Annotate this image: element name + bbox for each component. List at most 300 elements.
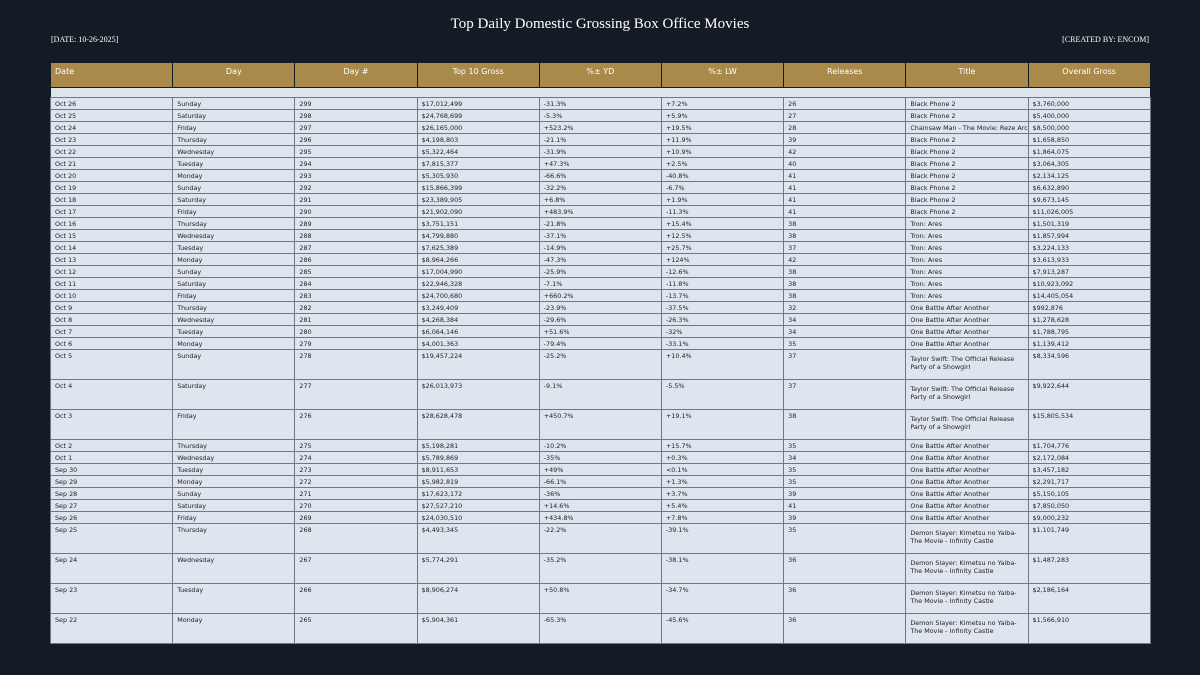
change-lw-cell: <0.1% bbox=[661, 464, 783, 476]
change-yd-cell: -10.2% bbox=[539, 440, 661, 452]
overall-gross-cell: $8,500,000 bbox=[1028, 122, 1150, 134]
releases-cell: 38 bbox=[784, 218, 906, 230]
day-cell: Monday bbox=[173, 170, 295, 182]
top10-gross-cell: $4,001,363 bbox=[417, 338, 539, 350]
day-number-cell: 280 bbox=[295, 326, 417, 338]
top10-gross-cell: $22,946,328 bbox=[417, 278, 539, 290]
date-cell: Oct 20 bbox=[51, 170, 173, 182]
table-row bbox=[51, 206, 1151, 218]
table-row bbox=[51, 338, 1151, 350]
change-yd-cell: -21.1% bbox=[539, 134, 661, 146]
overall-gross-cell: $7,913,287 bbox=[1028, 266, 1150, 278]
date-cell: Oct 11 bbox=[51, 278, 173, 290]
day-number-cell: 288 bbox=[295, 230, 417, 242]
title-cell: Taylor Swift: The Official Release Party of a Showgirl bbox=[906, 350, 1028, 380]
day-number-cell: 293 bbox=[295, 170, 417, 182]
releases-cell: 37 bbox=[784, 242, 906, 254]
table-row bbox=[51, 554, 1151, 584]
day-cell: Friday bbox=[173, 206, 295, 218]
day-cell: Sunday bbox=[173, 350, 295, 380]
date-cell: Oct 8 bbox=[51, 314, 173, 326]
day-cell: Thursday bbox=[173, 440, 295, 452]
day-cell: Sunday bbox=[173, 266, 295, 278]
change-lw-cell: -37.5% bbox=[661, 302, 783, 314]
change-yd-cell: -22.2% bbox=[539, 524, 661, 554]
day-cell: Saturday bbox=[173, 278, 295, 290]
table-row bbox=[51, 584, 1151, 614]
table-row bbox=[51, 110, 1151, 122]
change-yd-cell: -25.2% bbox=[539, 350, 661, 380]
table-row bbox=[51, 230, 1151, 242]
top10-gross-cell: $8,964,266 bbox=[417, 254, 539, 266]
change-lw-cell: +2.5% bbox=[661, 158, 783, 170]
table-row bbox=[51, 500, 1151, 512]
releases-cell: 40 bbox=[784, 158, 906, 170]
releases-cell: 41 bbox=[784, 500, 906, 512]
overall-gross-cell: $1,788,795 bbox=[1028, 326, 1150, 338]
table-row bbox=[51, 146, 1151, 158]
overall-gross-cell: $3,760,000 bbox=[1028, 98, 1150, 110]
day-number-cell: 275 bbox=[295, 440, 417, 452]
day-cell: Thursday bbox=[173, 302, 295, 314]
releases-cell: 34 bbox=[784, 326, 906, 338]
table-row bbox=[51, 326, 1151, 338]
created-by-label: [CREATED BY: ENCOM] bbox=[1062, 35, 1149, 44]
day-cell: Sunday bbox=[173, 488, 295, 500]
releases-cell: 34 bbox=[784, 452, 906, 464]
top10-gross-cell: $26,165,000 bbox=[417, 122, 539, 134]
top10-gross-cell: $5,982,819 bbox=[417, 476, 539, 488]
change-yd-cell: -37.1% bbox=[539, 230, 661, 242]
change-yd-cell: -36% bbox=[539, 488, 661, 500]
day-number-cell: 291 bbox=[295, 194, 417, 206]
table-row bbox=[51, 350, 1151, 380]
overall-gross-cell: $8,334,596 bbox=[1028, 350, 1150, 380]
title-cell: Taylor Swift: The Official Release Party of a Showgirl bbox=[906, 380, 1028, 410]
releases-cell: 26 bbox=[784, 98, 906, 110]
change-lw-cell: -12.6% bbox=[661, 266, 783, 278]
box-office-table-container[interactable] bbox=[50, 62, 1150, 635]
top10-gross-cell: $21,902,090 bbox=[417, 206, 539, 218]
releases-cell: 35 bbox=[784, 476, 906, 488]
date-cell: Oct 7 bbox=[51, 326, 173, 338]
overall-gross-cell: $9,000,232 bbox=[1028, 512, 1150, 524]
top10-gross-cell: $27,527,210 bbox=[417, 500, 539, 512]
overall-gross-cell: $5,150,105 bbox=[1028, 488, 1150, 500]
overall-gross-cell: $6,632,890 bbox=[1028, 182, 1150, 194]
change-yd-cell: +523.2% bbox=[539, 122, 661, 134]
releases-cell: 42 bbox=[784, 254, 906, 266]
change-yd-cell: -25.9% bbox=[539, 266, 661, 278]
day-cell: Wednesday bbox=[173, 314, 295, 326]
top10-gross-cell: $6,064,146 bbox=[417, 326, 539, 338]
overall-gross-cell: $3,613,933 bbox=[1028, 254, 1150, 266]
releases-cell: 41 bbox=[784, 182, 906, 194]
title-cell: Tron: Ares bbox=[906, 290, 1028, 302]
day-number-cell: 297 bbox=[295, 122, 417, 134]
title-cell: Demon Slayer: Kimetsu no Yaiba- The Movie - Infinity Castle bbox=[906, 524, 1028, 554]
date-cell: Oct 14 bbox=[51, 242, 173, 254]
title-cell: Tron: Ares bbox=[906, 266, 1028, 278]
day-number-cell: 277 bbox=[295, 380, 417, 410]
date-cell: Sep 22 bbox=[51, 614, 173, 644]
change-lw-cell: -39.1% bbox=[661, 524, 783, 554]
date-cell: Oct 6 bbox=[51, 338, 173, 350]
table-row bbox=[51, 452, 1151, 464]
table-row bbox=[51, 122, 1151, 134]
header-top10-gross: Top 10 Gross bbox=[417, 63, 539, 88]
header-change-lw: %± LW bbox=[661, 63, 783, 88]
table-row bbox=[51, 410, 1151, 440]
date-cell: Oct 23 bbox=[51, 134, 173, 146]
releases-cell: 41 bbox=[784, 170, 906, 182]
change-yd-cell: +51.6% bbox=[539, 326, 661, 338]
top10-gross-cell: $23,389,905 bbox=[417, 194, 539, 206]
overall-gross-cell: $2,291,717 bbox=[1028, 476, 1150, 488]
day-number-cell: 279 bbox=[295, 338, 417, 350]
day-cell: Tuesday bbox=[173, 584, 295, 614]
day-cell: Monday bbox=[173, 614, 295, 644]
top10-gross-cell: $17,012,499 bbox=[417, 98, 539, 110]
table-row bbox=[51, 194, 1151, 206]
change-yd-cell: +450.7% bbox=[539, 410, 661, 440]
title-cell: Black Phone 2 bbox=[906, 170, 1028, 182]
day-cell: Sunday bbox=[173, 182, 295, 194]
change-yd-cell: +434.8% bbox=[539, 512, 661, 524]
change-lw-cell: -11.3% bbox=[661, 206, 783, 218]
change-yd-cell: -66.6% bbox=[539, 170, 661, 182]
top10-gross-cell: $26,013,973 bbox=[417, 380, 539, 410]
title-cell: Black Phone 2 bbox=[906, 206, 1028, 218]
day-cell: Wednesday bbox=[173, 554, 295, 584]
change-yd-cell: -79.4% bbox=[539, 338, 661, 350]
date-cell: Oct 3 bbox=[51, 410, 173, 440]
day-cell: Thursday bbox=[173, 524, 295, 554]
change-lw-cell: +15.7% bbox=[661, 440, 783, 452]
date-cell: Oct 10 bbox=[51, 290, 173, 302]
day-number-cell: 276 bbox=[295, 410, 417, 440]
title-cell: Black Phone 2 bbox=[906, 134, 1028, 146]
top10-gross-cell: $5,904,361 bbox=[417, 614, 539, 644]
releases-cell: 42 bbox=[784, 146, 906, 158]
table-row bbox=[51, 242, 1151, 254]
change-yd-cell: -65.3% bbox=[539, 614, 661, 644]
releases-cell: 35 bbox=[784, 338, 906, 350]
date-cell: Oct 18 bbox=[51, 194, 173, 206]
top10-gross-cell: $5,322,464 bbox=[417, 146, 539, 158]
top10-gross-cell: $4,268,384 bbox=[417, 314, 539, 326]
overall-gross-cell: $3,457,182 bbox=[1028, 464, 1150, 476]
change-yd-cell: +47.3% bbox=[539, 158, 661, 170]
top10-gross-cell: $17,004,990 bbox=[417, 266, 539, 278]
change-lw-cell: -5.5% bbox=[661, 380, 783, 410]
day-number-cell: 294 bbox=[295, 158, 417, 170]
title-cell: Tron: Ares bbox=[906, 254, 1028, 266]
top10-gross-cell: $5,789,869 bbox=[417, 452, 539, 464]
day-number-cell: 283 bbox=[295, 290, 417, 302]
day-number-cell: 289 bbox=[295, 218, 417, 230]
day-number-cell: 266 bbox=[295, 584, 417, 614]
day-number-cell: 270 bbox=[295, 500, 417, 512]
title-cell: Black Phone 2 bbox=[906, 98, 1028, 110]
table-row bbox=[51, 266, 1151, 278]
change-lw-cell: +11.9% bbox=[661, 134, 783, 146]
table-row bbox=[51, 218, 1151, 230]
releases-cell: 35 bbox=[784, 524, 906, 554]
change-lw-cell: +5.9% bbox=[661, 110, 783, 122]
day-number-cell: 268 bbox=[295, 524, 417, 554]
title-cell: Black Phone 2 bbox=[906, 158, 1028, 170]
releases-cell: 37 bbox=[784, 380, 906, 410]
title-cell: One Battle After Another bbox=[906, 464, 1028, 476]
date-cell: Oct 2 bbox=[51, 440, 173, 452]
date-cell: Oct 24 bbox=[51, 122, 173, 134]
top10-gross-cell: $17,623,172 bbox=[417, 488, 539, 500]
header-day-number: Day # bbox=[295, 63, 417, 88]
releases-cell: 28 bbox=[784, 122, 906, 134]
day-number-cell: 282 bbox=[295, 302, 417, 314]
day-cell: Tuesday bbox=[173, 464, 295, 476]
overall-gross-cell: $1,101,749 bbox=[1028, 524, 1150, 554]
date-cell: Oct 17 bbox=[51, 206, 173, 218]
date-cell: Oct 1 bbox=[51, 452, 173, 464]
change-lw-cell: +10.4% bbox=[661, 350, 783, 380]
change-yd-cell: -9.1% bbox=[539, 380, 661, 410]
overall-gross-cell: $1,864,075 bbox=[1028, 146, 1150, 158]
change-lw-cell: +5.4% bbox=[661, 500, 783, 512]
title-cell: One Battle After Another bbox=[906, 326, 1028, 338]
title-cell: Demon Slayer: Kimetsu no Yaiba- The Movie - Infinity Castle bbox=[906, 584, 1028, 614]
day-number-cell: 296 bbox=[295, 134, 417, 146]
table-row bbox=[51, 278, 1151, 290]
date-cell: Oct 25 bbox=[51, 110, 173, 122]
date-cell: Oct 15 bbox=[51, 230, 173, 242]
date-cell: Oct 26 bbox=[51, 98, 173, 110]
top10-gross-cell: $4,799,880 bbox=[417, 230, 539, 242]
top10-gross-cell: $5,198,281 bbox=[417, 440, 539, 452]
top10-gross-cell: $19,457,224 bbox=[417, 350, 539, 380]
change-yd-cell: -31.9% bbox=[539, 146, 661, 158]
date-cell: Oct 13 bbox=[51, 254, 173, 266]
day-number-cell: 290 bbox=[295, 206, 417, 218]
header-change-yd: %± YD bbox=[539, 63, 661, 88]
date-cell: Oct 5 bbox=[51, 350, 173, 380]
table-row bbox=[51, 380, 1151, 410]
change-lw-cell: +10.9% bbox=[661, 146, 783, 158]
change-yd-cell: -66.1% bbox=[539, 476, 661, 488]
change-lw-cell: -32% bbox=[661, 326, 783, 338]
overall-gross-cell: $3,064,305 bbox=[1028, 158, 1150, 170]
table-header-row bbox=[51, 63, 1151, 88]
title-cell: Taylor Swift: The Official Release Party of a Showgirl bbox=[906, 410, 1028, 440]
day-number-cell: 274 bbox=[295, 452, 417, 464]
header-releases: Releases bbox=[784, 63, 906, 88]
change-yd-cell: +660.2% bbox=[539, 290, 661, 302]
table-row bbox=[51, 464, 1151, 476]
date-cell: Sep 30 bbox=[51, 464, 173, 476]
table-row bbox=[51, 254, 1151, 266]
table-row bbox=[51, 134, 1151, 146]
releases-cell: 35 bbox=[784, 440, 906, 452]
table-row bbox=[51, 182, 1151, 194]
day-cell: Saturday bbox=[173, 110, 295, 122]
change-yd-cell: +14.6% bbox=[539, 500, 661, 512]
day-number-cell: 292 bbox=[295, 182, 417, 194]
day-number-cell: 287 bbox=[295, 242, 417, 254]
title-cell: Tron: Ares bbox=[906, 218, 1028, 230]
table-row bbox=[51, 524, 1151, 554]
day-cell: Wednesday bbox=[173, 230, 295, 242]
overall-gross-cell: $1,278,628 bbox=[1028, 314, 1150, 326]
overall-gross-cell: $1,857,994 bbox=[1028, 230, 1150, 242]
change-lw-cell: -34.7% bbox=[661, 584, 783, 614]
top10-gross-cell: $4,493,345 bbox=[417, 524, 539, 554]
releases-cell: 38 bbox=[784, 230, 906, 242]
header-date: Date bbox=[51, 63, 173, 88]
top10-gross-cell: $24,030,510 bbox=[417, 512, 539, 524]
date-cell: Sep 23 bbox=[51, 584, 173, 614]
overall-gross-cell: $992,876 bbox=[1028, 302, 1150, 314]
change-lw-cell: -11.8% bbox=[661, 278, 783, 290]
change-lw-cell: -13.7% bbox=[661, 290, 783, 302]
change-lw-cell: +0.3% bbox=[661, 452, 783, 464]
table-body bbox=[51, 88, 1151, 644]
table-row bbox=[51, 290, 1151, 302]
day-cell: Friday bbox=[173, 122, 295, 134]
top10-gross-cell: $3,249,409 bbox=[417, 302, 539, 314]
change-yd-cell: -32.2% bbox=[539, 182, 661, 194]
page-title: Top Daily Domestic Grossing Box Office Movies bbox=[450, 16, 750, 32]
top10-gross-cell: $24,768,699 bbox=[417, 110, 539, 122]
date-cell: Oct 9 bbox=[51, 302, 173, 314]
date-cell: Sep 28 bbox=[51, 488, 173, 500]
date-cell: Oct 22 bbox=[51, 146, 173, 158]
change-yd-cell: -23.9% bbox=[539, 302, 661, 314]
change-lw-cell: +19.5% bbox=[661, 122, 783, 134]
change-lw-cell: -45.6% bbox=[661, 614, 783, 644]
date-cell: Sep 24 bbox=[51, 554, 173, 584]
spacer-cell bbox=[51, 88, 1151, 98]
change-yd-cell: -21.8% bbox=[539, 218, 661, 230]
overall-gross-cell: $9,673,145 bbox=[1028, 194, 1150, 206]
table-row bbox=[51, 488, 1151, 500]
title-cell: Tron: Ares bbox=[906, 230, 1028, 242]
day-cell: Thursday bbox=[173, 134, 295, 146]
change-yd-cell: -31.3% bbox=[539, 98, 661, 110]
header-day: Day bbox=[173, 63, 295, 88]
day-cell: Monday bbox=[173, 338, 295, 350]
day-cell: Wednesday bbox=[173, 146, 295, 158]
change-yd-cell: +483.9% bbox=[539, 206, 661, 218]
title-cell: Black Phone 2 bbox=[906, 110, 1028, 122]
change-yd-cell: -14.9% bbox=[539, 242, 661, 254]
day-number-cell: 273 bbox=[295, 464, 417, 476]
overall-gross-cell: $2,186,164 bbox=[1028, 584, 1150, 614]
day-number-cell: 271 bbox=[295, 488, 417, 500]
day-cell: Tuesday bbox=[173, 158, 295, 170]
title-cell: Tron: Ares bbox=[906, 278, 1028, 290]
change-yd-cell: -7.1% bbox=[539, 278, 661, 290]
change-yd-cell: -5.3% bbox=[539, 110, 661, 122]
releases-cell: 36 bbox=[784, 554, 906, 584]
day-cell: Monday bbox=[173, 476, 295, 488]
change-yd-cell: +50.8% bbox=[539, 584, 661, 614]
day-number-cell: 269 bbox=[295, 512, 417, 524]
title-cell: Black Phone 2 bbox=[906, 182, 1028, 194]
date-cell: Sep 29 bbox=[51, 476, 173, 488]
title-cell: Demon Slayer: Kimetsu no Yaiba- The Movie - Infinity Castle bbox=[906, 614, 1028, 644]
title-cell: One Battle After Another bbox=[906, 512, 1028, 524]
change-lw-cell: +3.7% bbox=[661, 488, 783, 500]
table-spacer-row bbox=[51, 88, 1151, 98]
day-number-cell: 265 bbox=[295, 614, 417, 644]
title-cell: One Battle After Another bbox=[906, 488, 1028, 500]
top10-gross-cell: $4,198,803 bbox=[417, 134, 539, 146]
releases-cell: 38 bbox=[784, 290, 906, 302]
change-lw-cell: +7.8% bbox=[661, 512, 783, 524]
change-lw-cell: +15.4% bbox=[661, 218, 783, 230]
releases-cell: 39 bbox=[784, 134, 906, 146]
change-lw-cell: +25.7% bbox=[661, 242, 783, 254]
title-cell: One Battle After Another bbox=[906, 338, 1028, 350]
releases-cell: 38 bbox=[784, 410, 906, 440]
title-cell: Tron: Ares bbox=[906, 242, 1028, 254]
date-label: [DATE: 10-26-2025] bbox=[51, 35, 119, 44]
top10-gross-cell: $5,774,291 bbox=[417, 554, 539, 584]
change-lw-cell: +12.5% bbox=[661, 230, 783, 242]
overall-gross-cell: $7,850,050 bbox=[1028, 500, 1150, 512]
change-lw-cell: +1.9% bbox=[661, 194, 783, 206]
overall-gross-cell: $2,134,125 bbox=[1028, 170, 1150, 182]
change-yd-cell: -29.6% bbox=[539, 314, 661, 326]
change-lw-cell: +1.3% bbox=[661, 476, 783, 488]
day-number-cell: 285 bbox=[295, 266, 417, 278]
overall-gross-cell: $1,566,910 bbox=[1028, 614, 1150, 644]
overall-gross-cell: $1,139,412 bbox=[1028, 338, 1150, 350]
table-row bbox=[51, 614, 1151, 644]
table-row bbox=[51, 158, 1151, 170]
overall-gross-cell: $1,658,850 bbox=[1028, 134, 1150, 146]
day-cell: Saturday bbox=[173, 380, 295, 410]
releases-cell: 38 bbox=[784, 278, 906, 290]
date-cell: Oct 21 bbox=[51, 158, 173, 170]
top10-gross-cell: $28,628,478 bbox=[417, 410, 539, 440]
table-row bbox=[51, 512, 1151, 524]
title-cell: One Battle After Another bbox=[906, 314, 1028, 326]
day-number-cell: 298 bbox=[295, 110, 417, 122]
overall-gross-cell: $14,405,054 bbox=[1028, 290, 1150, 302]
change-yd-cell: -47.3% bbox=[539, 254, 661, 266]
day-number-cell: 286 bbox=[295, 254, 417, 266]
header-overall-gross: Overall Gross bbox=[1028, 63, 1150, 88]
date-cell: Oct 19 bbox=[51, 182, 173, 194]
overall-gross-cell: $15,805,534 bbox=[1028, 410, 1150, 440]
date-cell: Oct 4 bbox=[51, 380, 173, 410]
releases-cell: 41 bbox=[784, 194, 906, 206]
change-lw-cell: -26.3% bbox=[661, 314, 783, 326]
top10-gross-cell: $8,906,274 bbox=[417, 584, 539, 614]
table-row bbox=[51, 440, 1151, 452]
title-cell: One Battle After Another bbox=[906, 500, 1028, 512]
overall-gross-cell: $1,501,319 bbox=[1028, 218, 1150, 230]
day-number-cell: 272 bbox=[295, 476, 417, 488]
overall-gross-cell: $3,224,133 bbox=[1028, 242, 1150, 254]
top10-gross-cell: $15,866,399 bbox=[417, 182, 539, 194]
releases-cell: 32 bbox=[784, 302, 906, 314]
title-cell: One Battle After Another bbox=[906, 302, 1028, 314]
day-number-cell: 284 bbox=[295, 278, 417, 290]
table-row bbox=[51, 170, 1151, 182]
